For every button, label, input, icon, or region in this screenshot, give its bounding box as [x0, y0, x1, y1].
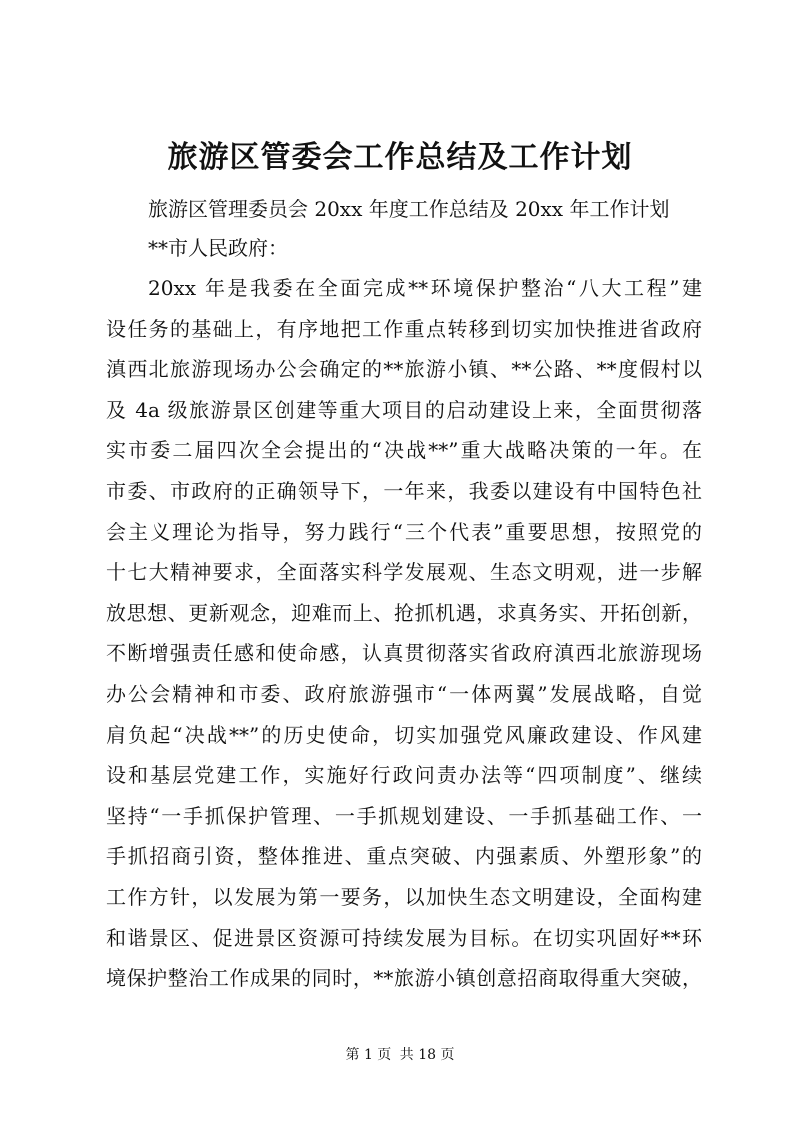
page-number: 第 1 页 [345, 1047, 392, 1063]
body-line: 设和基层党建工作，实施好行政问责办法等“四项制度”、继续 [106, 763, 702, 788]
body-line: 工作方针，以发展为第一要务，以加快生态文明建设，全面构建 [106, 884, 702, 909]
body-line: 市委、市政府的正确领导下，一年来，我委以建设有中国特色社 [106, 478, 702, 503]
body-line: 不断增强责任感和使命感，认真贯彻落实省政府滇西北旅游现场 [106, 641, 702, 666]
page-total: 共 18 页 [399, 1047, 455, 1063]
page-footer [0, 1045, 800, 1065]
body-line: 及 4a 级旅游景区创建等重大项目的启动建设上来，全面贯彻落 [106, 397, 702, 422]
body-line: 手抓招商引资，整体推进、重点突破、内强素质、外塑形象”的 [106, 844, 702, 869]
body-line: 肩负起“决战**”的历史使命，切实加强党风廉政建设、作风建 [106, 722, 702, 747]
salutation: **市人民政府： [148, 236, 288, 260]
document-subtitle: 旅游区管理委员会 20xx 年度工作总结及 20xx 年工作计划 [148, 197, 670, 221]
body-line: 和谐景区、促进景区资源可持续发展为目标。在切实巩固好**环 [106, 925, 702, 950]
body-line: 设任务的基础上，有序地把工作重点转移到切实加快推进省政府 [106, 316, 702, 341]
body-line: 实市委二届四次全会提出的“决战**”重大战略决策的一年。在 [106, 438, 702, 463]
body-line: 20xx 年是我委在全面完成**环境保护整治“八大工程”建 [148, 276, 702, 300]
body-line: 办公会精神和市委、政府旅游强市“一体两翼”发展战略，自觉 [106, 681, 702, 706]
body-line: 会主义理论为指导，努力践行“三个代表”重要思想，按照党的 [106, 519, 702, 544]
body-line: 滇西北旅游现场办公会确定的**旅游小镇、**公路、**度假村以 [106, 357, 702, 382]
body-line: 放思想、更新观念，迎难而上、抢抓机遇，求真务实、开拓创新， [106, 600, 702, 625]
body-line: 坚持“一手抓保护管理、一手抓规划建设、一手抓基础工作、一 [106, 803, 702, 828]
body-paragraph [106, 268, 702, 999]
document-title: 旅游区管委会工作总结及工作计划 [167, 140, 633, 175]
body-line: 十七大精神要求，全面落实科学发展观、生态文明观，进一步解 [106, 560, 702, 585]
body-line: 境保护整治工作成果的同时，**旅游小镇创意招商取得重大突破， [106, 966, 702, 991]
